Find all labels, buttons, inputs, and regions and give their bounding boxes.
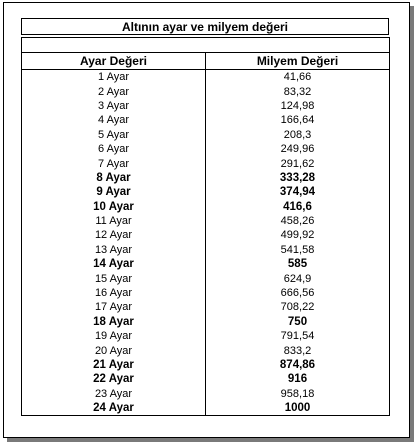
cell-milyem: 374,94 bbox=[206, 185, 390, 199]
cell-ayar: 21 Ayar bbox=[22, 358, 206, 372]
cell-ayar: 17 Ayar bbox=[22, 300, 206, 314]
table-row bbox=[22, 214, 390, 228]
table-row bbox=[22, 286, 390, 300]
table-row bbox=[22, 171, 390, 185]
header-ayar: Ayar Değeri bbox=[22, 53, 206, 70]
spacer-row bbox=[22, 38, 390, 53]
cell-milyem: 833,2 bbox=[206, 343, 390, 357]
cell-ayar: 7 Ayar bbox=[22, 156, 206, 170]
cell-milyem: 708,22 bbox=[206, 300, 390, 314]
table-row bbox=[22, 300, 390, 314]
cell-milyem: 208,3 bbox=[206, 128, 390, 142]
cell-milyem: 585 bbox=[206, 257, 390, 271]
table-row bbox=[22, 257, 390, 271]
table-row bbox=[22, 99, 390, 113]
table-row bbox=[22, 271, 390, 285]
table-row bbox=[22, 387, 390, 401]
cell-ayar: 1 Ayar bbox=[22, 70, 206, 85]
cell-milyem: 666,56 bbox=[206, 286, 390, 300]
cell-milyem: 750 bbox=[206, 315, 390, 329]
cell-ayar: 5 Ayar bbox=[22, 128, 206, 142]
cell-ayar: 8 Ayar bbox=[22, 171, 206, 185]
cell-milyem: 41,66 bbox=[206, 70, 390, 85]
table-row bbox=[22, 156, 390, 170]
cell-ayar: 9 Ayar bbox=[22, 185, 206, 199]
cell-milyem: 83,32 bbox=[206, 84, 390, 98]
cell-milyem: 416,6 bbox=[206, 200, 390, 214]
cell-milyem: 499,92 bbox=[206, 228, 390, 242]
cell-ayar: 19 Ayar bbox=[22, 329, 206, 343]
cell-ayar: 20 Ayar bbox=[22, 343, 206, 357]
header-milyem: Milyem Değeri bbox=[206, 53, 390, 70]
cell-ayar: 10 Ayar bbox=[22, 200, 206, 214]
table-row bbox=[22, 70, 390, 85]
table-row bbox=[22, 200, 390, 214]
table-row bbox=[22, 343, 390, 357]
cell-milyem: 541,58 bbox=[206, 243, 390, 257]
table-title: Altının ayar ve milyem değeri bbox=[21, 18, 389, 35]
cell-milyem: 916 bbox=[206, 372, 390, 386]
cell-ayar: 2 Ayar bbox=[22, 84, 206, 98]
table-row bbox=[22, 128, 390, 142]
table-row bbox=[22, 113, 390, 127]
table-row bbox=[22, 358, 390, 372]
cell-ayar: 11 Ayar bbox=[22, 214, 206, 228]
cell-milyem: 1000 bbox=[206, 401, 390, 416]
cell-ayar: 15 Ayar bbox=[22, 271, 206, 285]
cell-ayar: 3 Ayar bbox=[22, 99, 206, 113]
cell-ayar: 22 Ayar bbox=[22, 372, 206, 386]
spacer-cell bbox=[22, 38, 390, 53]
cell-milyem: 624,9 bbox=[206, 271, 390, 285]
table-row bbox=[22, 228, 390, 242]
cell-ayar: 6 Ayar bbox=[22, 142, 206, 156]
cell-milyem: 333,28 bbox=[206, 171, 390, 185]
cell-milyem: 874,86 bbox=[206, 358, 390, 372]
ayar-milyem-table bbox=[21, 37, 390, 416]
table-row bbox=[22, 243, 390, 257]
table-row bbox=[22, 372, 390, 386]
cell-milyem: 291,62 bbox=[206, 156, 390, 170]
table-row bbox=[22, 84, 390, 98]
cell-ayar: 12 Ayar bbox=[22, 228, 206, 242]
cell-ayar: 4 Ayar bbox=[22, 113, 206, 127]
table-row bbox=[22, 185, 390, 199]
cell-milyem: 958,18 bbox=[206, 387, 390, 401]
cell-ayar: 18 Ayar bbox=[22, 315, 206, 329]
cell-ayar: 14 Ayar bbox=[22, 257, 206, 271]
cell-milyem: 791,54 bbox=[206, 329, 390, 343]
cell-ayar: 13 Ayar bbox=[22, 243, 206, 257]
table-row bbox=[22, 401, 390, 416]
table-row bbox=[22, 315, 390, 329]
header-row bbox=[22, 53, 390, 70]
cell-milyem: 249,96 bbox=[206, 142, 390, 156]
cell-ayar: 24 Ayar bbox=[22, 401, 206, 416]
cell-milyem: 458,26 bbox=[206, 214, 390, 228]
cell-milyem: 124,98 bbox=[206, 99, 390, 113]
cell-ayar: 23 Ayar bbox=[22, 387, 206, 401]
cell-ayar: 16 Ayar bbox=[22, 286, 206, 300]
table-row bbox=[22, 329, 390, 343]
table-row bbox=[22, 142, 390, 156]
cell-milyem: 166,64 bbox=[206, 113, 390, 127]
